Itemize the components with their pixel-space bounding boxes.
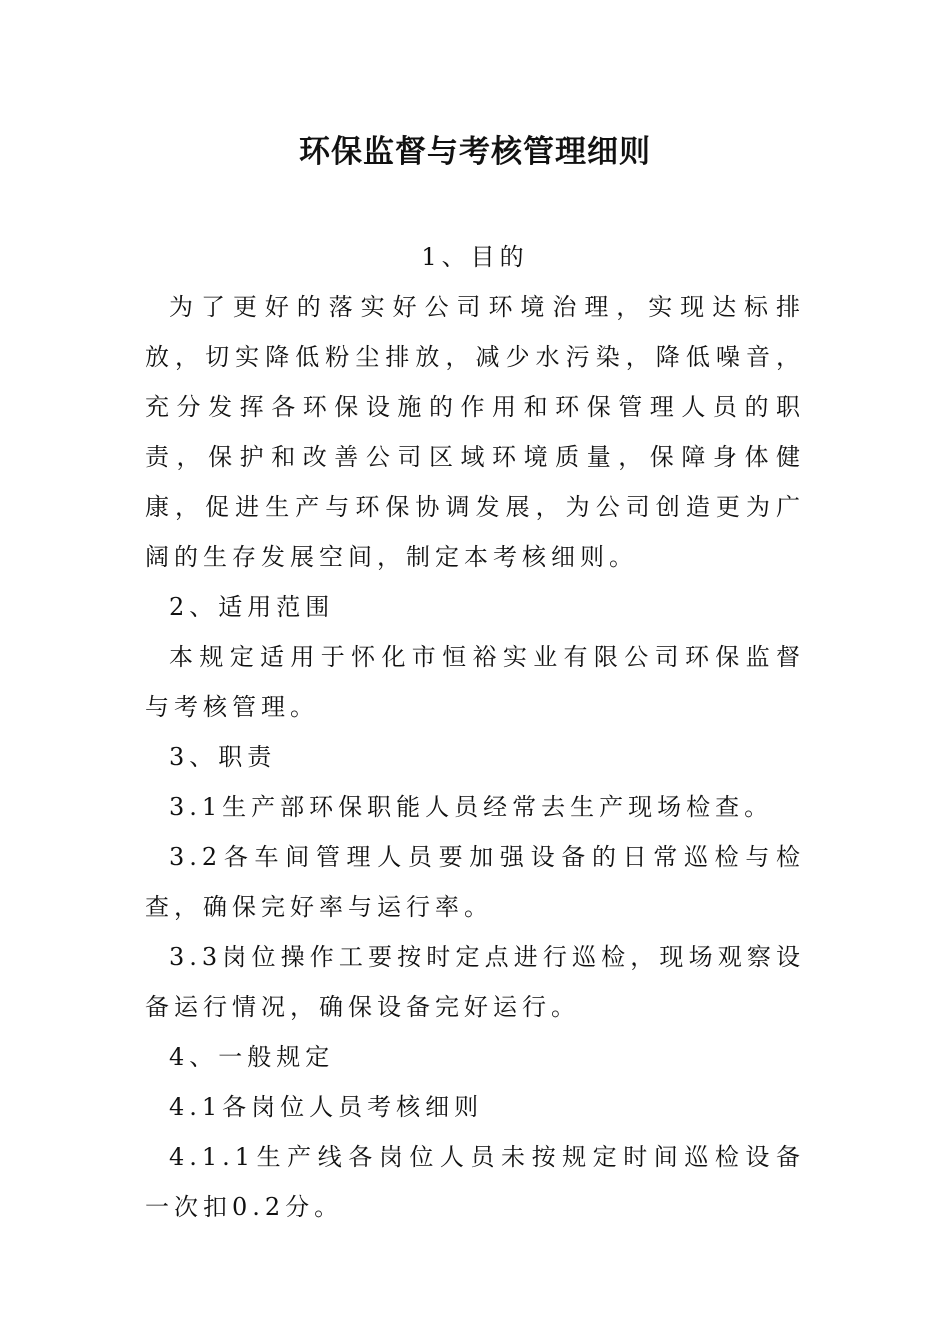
section-3-2: 3.2各车间管理人员要加强设备的日常巡检与检查，确保完好率与运行率。 bbox=[145, 843, 805, 921]
section-3-3: 3.3岗位操作工要按时定点进行巡检，现场观察设备运行情况，确保设备完好运行。 bbox=[145, 943, 805, 1021]
section-1-heading: 1、目的 bbox=[421, 243, 529, 271]
document-body bbox=[145, 232, 805, 1232]
section-4-1: 4.1各岗位人员考核细则 bbox=[169, 1093, 484, 1121]
section-2-heading: 2、适用范围 bbox=[169, 593, 335, 621]
section-2-paragraph: 本规定适用于怀化市恒裕实业有限公司环保监督与考核管理。 bbox=[145, 643, 805, 721]
section-4-1-1: 4.1.1生产线各岗位人员未按规定时间巡检设备一次扣0.2分。 bbox=[145, 1143, 805, 1221]
document-title: 环保监督与考核管理细则 bbox=[299, 134, 651, 170]
section-4-heading: 4、一般规定 bbox=[169, 1043, 335, 1071]
section-3-heading: 3、职责 bbox=[169, 743, 277, 771]
section-3-1: 3.1生产部环保职能人员经常去生产现场检查。 bbox=[169, 793, 774, 821]
section-1-paragraph: 为了更好的落实好公司环境治理，实现达标排放，切实降低粉尘排放，减少水污染，降低噪音，充分发挥各环保设施的作用和环保管理人员的职责，保护和改善公司区域环境质量，保障身体健康，促进生产与环保协调发展，为公司创造更为广阔的生存发展空间，制定本考核细则。 bbox=[145, 293, 805, 571]
